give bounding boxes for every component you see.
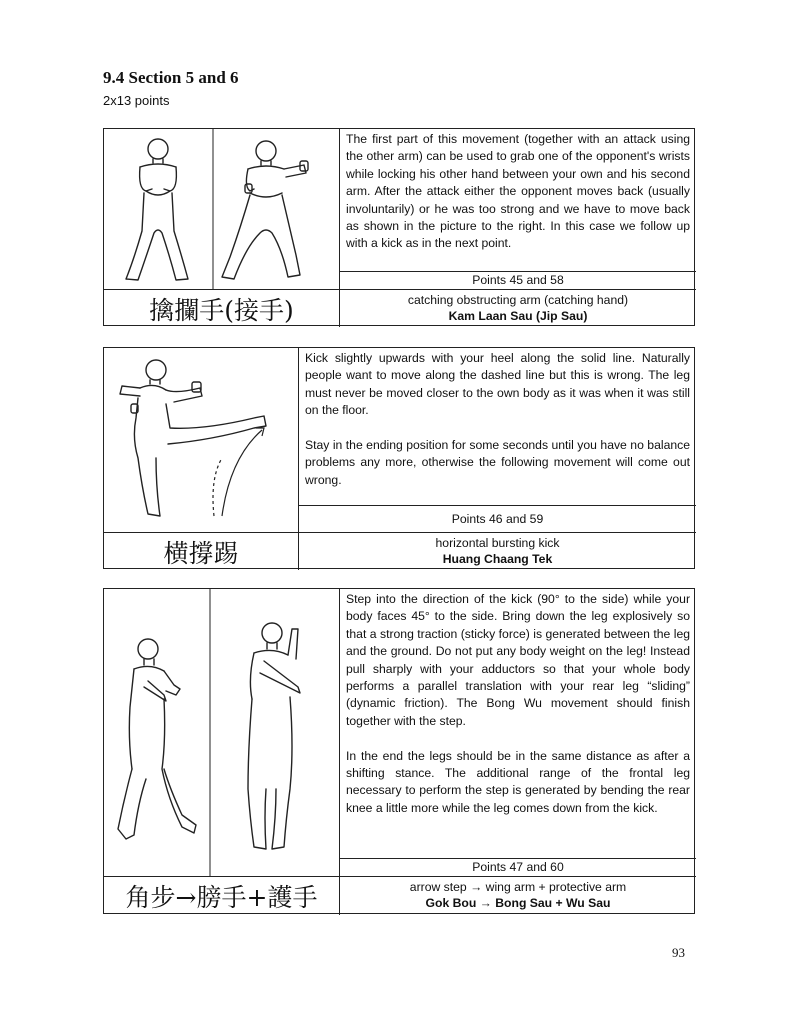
kick-illustration [104,348,298,532]
description-paragraph: Kick slightly upwards with your heel along the solid line. Naturally people want to move along the dashed line but this is wrong. The leg must never be moved closer to the own body as it was when it was still on the floor. [305,351,690,418]
romanization-text: Kam Laan Sau (Jip Sau) [448,309,588,323]
figure-panel [104,589,339,876]
section-subtitle: 2x13 points [103,93,170,108]
chinese-name: 擒攔手(接手) [104,289,339,327]
movement-meaning [339,289,696,327]
chinese-name: 角步→膀手+護手 [104,876,339,915]
figure-panel [104,129,339,289]
movement-meaning [339,876,696,915]
movement-description [339,589,696,858]
movement-description [298,348,696,505]
page-number: 93 [672,945,685,960]
meaning-text: catching obstructing arm (catching hand) [407,293,629,307]
movement-block-3 [103,588,695,914]
romanization-text: Gok Bou → Bong Sau + Wu Sau [425,896,611,910]
chinese-name: 横撐踢 [104,532,298,570]
description-paragraph: In the end the legs should be in the same distance as after a shifting stance. The additional range of the frontal leg necessary to perform the step is generated by bending the rear knee a little more while the leg comes down from the kick. [346,748,690,815]
movement-block-2 [103,347,695,569]
description-paragraph: The first part of this movement (together with an attack using the other arm) can be used to grab one of the opponent's wrists while locking his other hand between your own and his second arm. After the attack either the opponent moves back (usually involuntarily) or he was too strong and we have to move back as shown in the picture to the right. In this case we follow up with a kick as in the next point. [346,132,690,251]
description-paragraph: Stay in the ending position for some seconds until you have no balance problems any more, otherwise the following movement will come out wrong. [305,438,690,487]
meaning-text: arrow step → wing arm + protective arm [409,880,627,894]
stance-illustration [104,129,339,289]
movement-meaning [298,532,696,570]
points-label: Points 47 and 60 [339,858,696,876]
figure-panel [104,348,298,532]
meaning-text: horizontal bursting kick [435,536,560,550]
points-label: Points 45 and 58 [339,271,696,289]
romanization-text: Huang Chaang Tek [442,552,553,566]
step-illustration [104,589,339,876]
movement-block-1 [103,128,695,326]
points-label: Points 46 and 59 [298,505,696,532]
description-paragraph: Step into the direction of the kick (90° to the side) while your body faces 45° to the side. Bring down the leg explosively so that a strong traction (sticky force) is generated between the leg and the ground. Do not put any body weight on the leg! Instead pull sharply with your adductors so that your whole body performs a parallel translation with your rear leg “sliding” (dynamic friction). The Bong Wu movement should finish together with the step. [346,592,690,728]
movement-description [339,129,696,271]
section-title: 9.4 Section 5 and 6 [103,68,239,87]
